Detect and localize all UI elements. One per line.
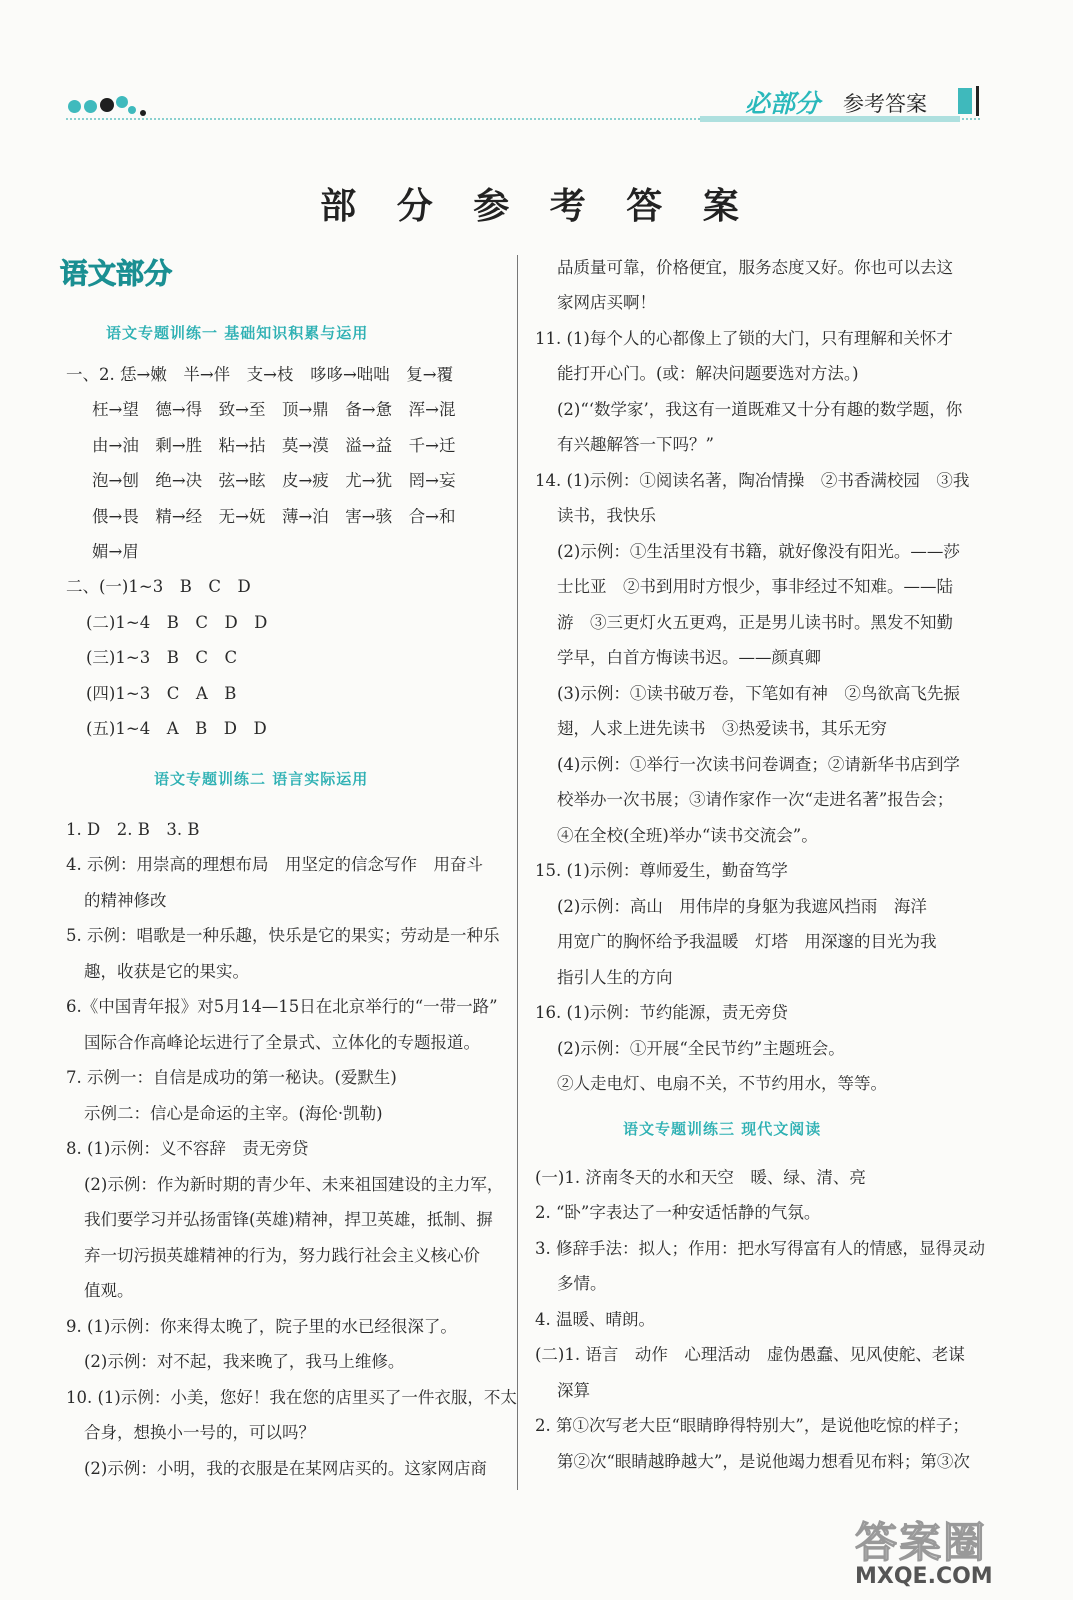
- answer-line: 15. (1)示例：尊师爱生，勤奋笃学: [535, 861, 788, 880]
- answer-line: 多情。: [557, 1274, 607, 1293]
- answer-line: (2)“‘数学家’，我这有一道既难又十分有趣的数学题，你: [557, 400, 963, 419]
- answer-line: 士比亚 ②书到用时方恨少，事非经过不知难。——陆: [557, 577, 953, 596]
- answer-line: 家网店买啊！: [557, 293, 656, 312]
- answer-line: 有兴趣解答一下吗？”: [557, 435, 714, 454]
- answer-line: 4. 示例：用崇高的理想布局 用坚定的信念写作 用奋斗: [66, 855, 483, 874]
- answer-line: 校举办一次书展；③请作家作一次“走进名著”报告会；: [557, 790, 954, 809]
- answer-line: 2. 第①次写老大臣“眼睛睁得特别大”，是说他吃惊的样子；: [535, 1416, 969, 1435]
- answer-line: 2. “卧”字表达了一种安适恬静的气氛。: [535, 1203, 821, 1222]
- answer-line: 指引人生的方向: [557, 968, 673, 987]
- answer-line: 偎→畏 精→经 无→妩 薄→泊 害→骇 合→和: [92, 507, 456, 526]
- subsection-title: 语文专题训练三 现代文阅读: [623, 1120, 822, 1138]
- answer-line: 读书，我快乐: [557, 506, 656, 525]
- answer-line: (3)示例：①读书破万卷，下笔如有神 ②鸟欲高飞先振: [557, 684, 960, 703]
- answer-line: 趣，收获是它的果实。: [84, 962, 249, 981]
- answer-line: ②人走电灯、电扇不关，不节约用水，等等。: [557, 1074, 887, 1093]
- answer-line: 16. (1)示例：节约能源，责无旁贷: [535, 1003, 788, 1022]
- answer-line: (三)1~3 B C C: [86, 648, 238, 667]
- answer-line: 国际合作高峰论坛进行了全景式、立体化的专题报道。: [84, 1033, 480, 1052]
- answer-line: ④在全校(全班)举办“读书交流会”。: [557, 826, 818, 845]
- answer-line: 深算: [557, 1381, 590, 1400]
- answer-line: 值观。: [84, 1281, 134, 1300]
- answer-line: 1. D 2. B 3. B: [66, 820, 200, 839]
- answer-line: 3. 修辞手法：拟人；作用：把水写得富有人的情感，显得灵动: [535, 1239, 985, 1258]
- header-label: 参考答案: [843, 92, 927, 116]
- answer-line: 泡→刨 绝→决 弦→眩 皮→疲 尤→犹 罔→妄: [92, 471, 456, 490]
- answer-line: 6.《中国青年报》对5月14—15日在北京举行的“一带一路”: [66, 997, 498, 1016]
- answer-line: 我们要学习并弘扬雷锋(英雄)精神，捍卫英雄，抵制、摒: [84, 1210, 493, 1229]
- answer-line: (2)示例：作为新时期的青少年、未来祖国建设的主力军，: [84, 1175, 504, 1194]
- answer-line: 示例二：信心是命运的主宰。(海伦·凯勒): [84, 1104, 383, 1123]
- answer-line: 二、(一)1~3 B C D: [66, 577, 251, 596]
- answer-line: 第②次“眼睛越睁越大”，是说他竭力想看见布料；第③次: [557, 1452, 970, 1471]
- answer-line: (2)示例：对不起，我来晚了，我马上维修。: [84, 1352, 405, 1371]
- answer-line: (五)1~4 A B D D: [86, 719, 267, 738]
- header-marker: [958, 88, 972, 114]
- subsection-title: 语文专题训练一 基础知识积累与运用: [106, 324, 369, 342]
- watermark-text: 答案圈: [855, 1518, 988, 1567]
- answer-line: 品质量可靠，价格便宜，服务态度又好。你也可以去这: [557, 258, 953, 277]
- answer-line: 媚→眉: [92, 542, 139, 561]
- answer-line: 4. 温暖、晴朗。: [535, 1310, 655, 1329]
- answer-line: (二)1. 语言 动作 心理活动 虚伪愚蠢、见风使舵、老谋: [535, 1345, 965, 1364]
- answer-line: 合身，想换小一号的，可以吗？: [84, 1423, 315, 1442]
- answer-line: 用宽广的胸怀给予我温暖 灯塔 用深邃的目光为我: [557, 932, 937, 951]
- answer-line: (2)示例：高山 用伟岸的身躯为我遮风挡雨 海洋: [557, 897, 927, 916]
- answer-line: (4)示例：①举行一次读书问卷调查；②请新华书店到学: [557, 755, 960, 774]
- section-title: 语文部分: [60, 257, 173, 290]
- answer-line: 11. (1)每个人的心都像上了锁的大门，只有理解和关怀才: [535, 329, 953, 348]
- header-brand: 必部分: [745, 89, 821, 118]
- subsection-title: 语文专题训练二 语言实际运用: [154, 770, 369, 788]
- watermark-logo: [855, 1510, 1005, 1589]
- column-divider: [517, 255, 518, 1490]
- header-marker-line: [976, 86, 979, 116]
- answer-line: 由→油 剩→胜 粘→拈 莫→漠 溢→益 千→迁: [92, 436, 456, 455]
- answer-line: (2)示例：①生活里没有书籍，就好像没有阳光。——莎: [557, 542, 960, 561]
- answer-line: (一)1. 济南冬天的水和天空 暖、绿、清、亮: [535, 1168, 866, 1187]
- answer-line: 14. (1)示例：①阅读名著，陶冶情操 ②书香满校园 ③我: [535, 471, 970, 490]
- answer-line: 学早，白首方悔读书迟。——颜真卿: [557, 648, 821, 667]
- answer-line: 9. (1)示例：你来得太晚了，院子里的水已经很深了。: [66, 1317, 457, 1336]
- answer-line: 的精神修改: [84, 891, 167, 910]
- answer-line: 翅，人求上进先读书 ③热爱读书，其乐无穷: [557, 719, 887, 738]
- page-header: [0, 80, 1073, 130]
- answer-line: 弃一切污损英雄精神的行为，努力践行社会主义核心价: [84, 1246, 480, 1265]
- answer-line: 一、2. 恁→嫩 半→伴 支→枝 哆哆→咄咄 复→覆: [66, 365, 454, 384]
- answer-line: 7. 示例一：自信是成功的第一秘诀。(爱默生): [66, 1068, 397, 1087]
- answer-line: 枉→望 德→得 致→至 顶→鼎 备→惫 浑→混: [92, 400, 456, 419]
- answer-line: (四)1~3 C A B: [86, 684, 237, 703]
- answer-line: 游 ③三更灯火五更鸡，正是男儿读书时。黑发不知勤: [557, 613, 953, 632]
- answer-line: 5. 示例：唱歌是一种乐趣，快乐是它的果实；劳动是一种乐: [66, 926, 500, 945]
- answer-line: 8. (1)示例：义不容辞 责无旁贷: [66, 1139, 309, 1158]
- answer-line: (2)示例：小明，我的衣服是在某网店买的。这家网店商: [84, 1459, 487, 1478]
- answer-line: 10. (1)示例：小美，您好！我在您的店里买了一件衣服，不太: [66, 1388, 517, 1407]
- answer-line: (二)1~4 B C D D: [86, 613, 268, 632]
- answer-line: (2)示例：①开展“全民节约”主题班会。: [557, 1039, 845, 1058]
- watermark-url: MXQE.COM: [855, 1564, 993, 1589]
- page-title: 部 分 参 考 答 案: [320, 185, 753, 227]
- answer-line: 能打开心门。(或：解决问题要选对方法。): [557, 364, 859, 383]
